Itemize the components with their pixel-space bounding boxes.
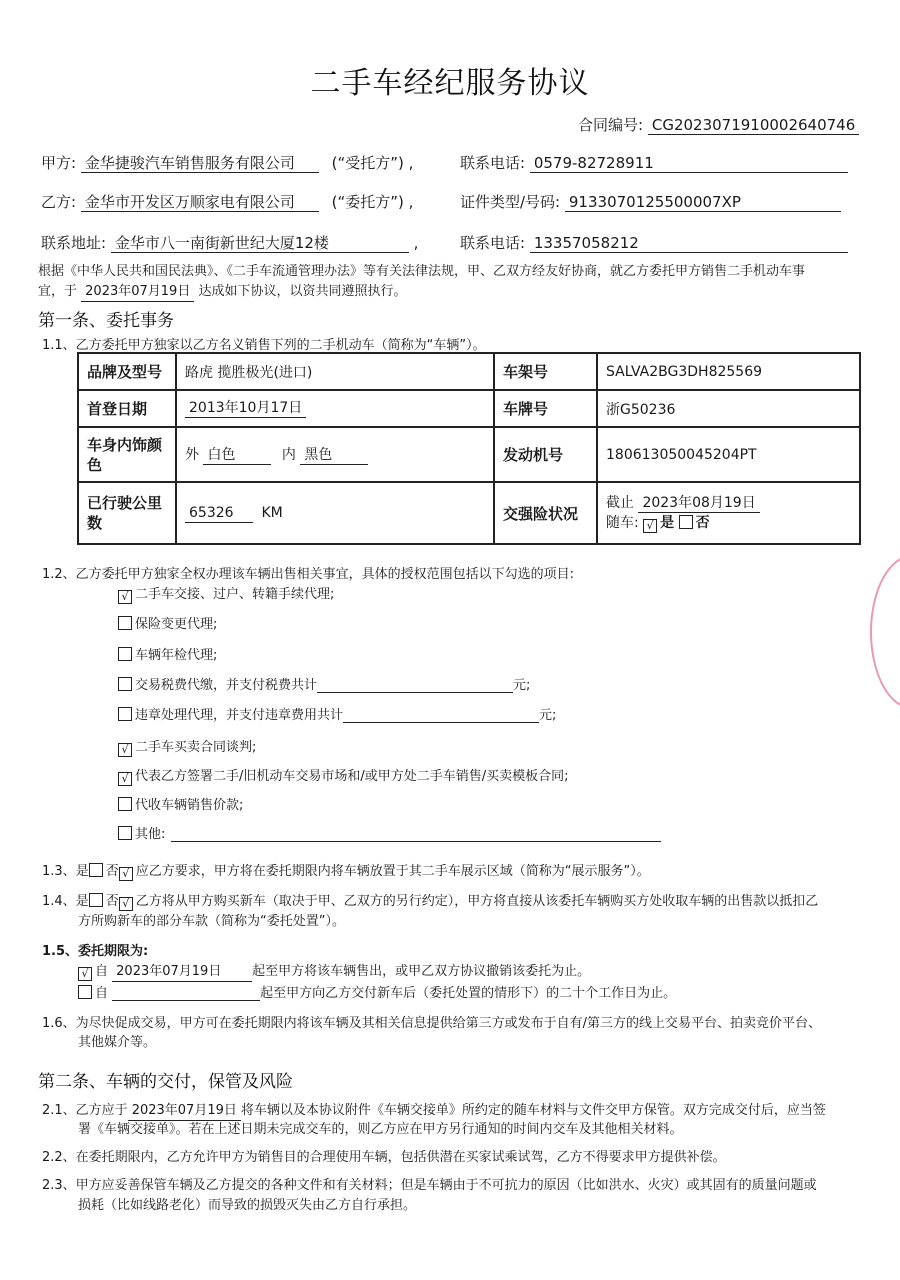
scope-item-label: 二手车交接、过户、转籍手续代理; — [135, 587, 335, 602]
engine-value: 180613050045204PT — [597, 427, 860, 482]
clause-2-1-pre: 2.1、乙方应于 — [42, 1103, 128, 1118]
scope-item-label: 车辆年检代理; — [135, 648, 218, 663]
clause-1-3 — [42, 860, 650, 881]
party-b-id: 9133070125500007XP — [565, 193, 841, 212]
mileage-unit: KM — [261, 504, 283, 521]
scope-checkbox-3[interactable] — [118, 647, 132, 661]
clause-1-5-option-1 — [78, 960, 590, 982]
party-b-id-label: 证件类型/号码: — [460, 193, 561, 211]
contract-number-row — [578, 114, 859, 135]
color-cell — [176, 427, 494, 482]
party-a-row: 甲方: 金华捷骏汽车销售服务有限公司 (“受托方”) , — [41, 154, 414, 172]
scope-checkbox-2[interactable] — [118, 616, 132, 630]
clause-2-3-line-1: 2.3、甲方应妥善保管车辆及乙方提交的各种文件和有关材料；但是车辆由于不可抗力的原因（比如洪水、火灾）或其固有的质量问题或 — [42, 1178, 817, 1193]
party-b-role: (“委托方”) — [331, 193, 404, 211]
party-b-phone: 13357058212 — [530, 234, 848, 253]
clause-1-4-num: 1.4、 — [42, 894, 76, 909]
scope-item-label: 其他: — [135, 827, 166, 842]
insurance-no-label: 否 — [695, 515, 710, 531]
violation-unit: 元; — [539, 708, 557, 723]
reg-date-value: 2013年10月17日 — [185, 399, 306, 418]
scope-item — [118, 704, 556, 723]
contract-number-value: CG2023071910002640746 — [648, 116, 859, 135]
insurance-pre: 截止 — [606, 495, 634, 511]
scope-item — [118, 765, 569, 786]
insurance-yes-checkbox[interactable]: √ — [643, 519, 657, 533]
article-1-heading: 第一条、委托事务 — [38, 311, 174, 331]
clause-1-3-no-checkbox[interactable]: √ — [119, 867, 133, 881]
scope-item — [118, 644, 217, 663]
exterior-color: 白色 — [203, 446, 271, 465]
clause-1-4-no: 否 — [105, 894, 119, 909]
clause-1-4-text-2: 方所购新车的部分车款（简称为“委托处置”）。 — [78, 914, 345, 929]
insurance-date: 2023年08月19日 — [638, 494, 759, 513]
interior-color: 黑色 — [300, 446, 368, 465]
party-a-phone: 0579-82728911 — [530, 154, 848, 173]
insurance-yes-label: 是 — [660, 515, 675, 531]
clause-2-1-line-2: 署《车辆交接单》。若在上述日期未完成交车的，则乙方应在甲方另行通知的时间内交车及其他相关材料。 — [78, 1122, 683, 1137]
party-b-address: 金华市八一南街新世纪大厦12楼 — [111, 234, 409, 253]
table-row — [78, 427, 860, 482]
scope-item-label: 违章处理代理，并支付违章费用共计 — [135, 708, 344, 723]
reg-date-cell — [176, 390, 494, 427]
brand-label: 品牌及型号 — [78, 353, 176, 390]
reg-date-label: 首登日期 — [78, 390, 176, 427]
scope-checkbox-7[interactable]: √ — [118, 772, 132, 786]
term-start-date: 2023年07月19日 — [112, 963, 252, 982]
term-option-2-text: 起至甲方向乙方交付新车后（委托处置的情形下）的二十个工作日为止。 — [260, 986, 677, 1001]
preamble-line-2 — [38, 280, 406, 302]
term-option-2-date-blank[interactable] — [112, 984, 260, 1001]
party-b-phone-row — [460, 232, 848, 253]
clause-1-3-yes-checkbox[interactable] — [89, 863, 103, 877]
insurance-cell — [597, 482, 860, 544]
party-a-phone-label: 联系电话: — [460, 154, 526, 172]
vehicle-info-table — [77, 352, 861, 545]
violation-amount-blank[interactable] — [343, 706, 539, 723]
insurance-with-car — [606, 513, 851, 533]
scope-item — [118, 823, 661, 842]
term-from-label: 自 — [95, 964, 109, 979]
party-a-label: 甲方: — [41, 154, 77, 172]
scope-item — [118, 794, 243, 813]
preamble-date: 2023年07月19日 — [81, 283, 194, 302]
scope-item-label: 保险变更代理; — [135, 617, 218, 632]
clause-1-4-yes: 是 — [75, 894, 89, 909]
plate-label: 车牌号 — [494, 390, 597, 427]
brand-value: 路虎 揽胜极光(进口) — [176, 353, 494, 390]
clause-1-4-text-1: 乙方将从甲方购买新车（取决于甲、乙双方的另行约定），甲方将直接从该委托车辆购买方处收取车辆的出售款以抵扣乙 — [135, 894, 819, 909]
scope-checkbox-9[interactable] — [118, 826, 132, 840]
clause-1-4-no-checkbox[interactable]: √ — [119, 897, 133, 911]
term-from-label: 自 — [95, 986, 109, 1001]
party-b-address-row: 联系地址: 金华市八一南街新世纪大厦12楼 , — [41, 234, 419, 252]
insurance-with-label: 随车: — [606, 515, 639, 531]
preamble-line-1: 根据《中华人民共和国民法典》、《二手车流通管理办法》等有关法律法规，甲、乙双方经友好协商，就乙方委托甲方销售二手机动车事 — [38, 264, 806, 279]
clause-1-3-no: 否 — [105, 864, 119, 879]
scope-checkbox-4[interactable] — [118, 677, 132, 691]
insurance-no-checkbox[interactable] — [679, 515, 693, 529]
party-b-address-label: 联系地址: — [41, 234, 107, 252]
party-b-phone-label: 联系电话: — [460, 234, 526, 252]
document-title: 二手车经纪服务协议 — [310, 66, 590, 101]
preamble-pre: 宜，于 — [38, 284, 78, 299]
table-row — [78, 482, 860, 544]
vin-label: 车架号 — [494, 353, 597, 390]
table-row — [78, 390, 860, 427]
party-a-role: (“受托方”) — [331, 154, 404, 172]
party-b-name: 金华市开发区万顺家电有限公司 — [81, 193, 319, 212]
engine-label: 发动机号 — [494, 427, 597, 482]
scope-item — [118, 736, 256, 757]
mileage-label: 已行驶公里数 — [78, 482, 176, 544]
party-b-label: 乙方: — [41, 193, 77, 211]
clause-1-6-line-2: 其他媒介等。 — [78, 1035, 157, 1050]
clause-2-2: 2.2、在委托期限内，乙方允许甲方为销售目的合理使用车辆，包括供潜在买家试乘试驾，乙方不得要求甲方提供补偿。 — [42, 1150, 726, 1165]
preamble-post: 达成如下协议，以资共同遵照执行。 — [198, 284, 407, 299]
scope-checkbox-8[interactable] — [118, 797, 132, 811]
clause-1-5-heading: 1.5、委托期限为: — [42, 944, 149, 959]
interior-label: 内 — [281, 447, 296, 463]
clause-1-3-num: 1.3、 — [42, 864, 76, 879]
term-option-1-checkbox[interactable]: √ — [78, 967, 92, 981]
clause-1-2: 1.2、乙方委托甲方独家全权办理该车辆出售相关事宜，具体的授权范围包括以下勾选的项目: — [42, 567, 575, 582]
clause-1-3-text: 应乙方要求，甲方将在委托期限内将车辆放置于其二手车展示区域（简称为“展示服务”）。 — [135, 864, 650, 879]
insurance-label: 交强险状况 — [494, 482, 597, 544]
insurance-expiry — [606, 493, 851, 513]
party-b-id-row — [460, 191, 841, 212]
scope-checkbox-1[interactable]: √ — [118, 590, 132, 604]
clause-1-4 — [42, 890, 818, 911]
table-row — [78, 353, 860, 390]
article-2-heading: 第二条、车辆的交付，保管及风险 — [38, 1072, 293, 1092]
scope-checkbox-5[interactable] — [118, 707, 132, 721]
term-option-2-checkbox[interactable] — [78, 985, 92, 999]
clause-1-6-line-1: 1.6、为尽快促成交易，甲方可在委托期限内将该车辆及其相关信息提供给第三方或发布于自有/第三方的线上交易平台、拍卖竞价平台、 — [42, 1016, 822, 1031]
party-a-name: 金华捷骏汽车销售服务有限公司 — [81, 154, 319, 173]
clause-2-1-date: 2023年07月19日 — [128, 1102, 241, 1121]
exterior-label: 外 — [185, 447, 199, 463]
other-blank[interactable] — [171, 825, 661, 842]
tax-unit: 元; — [513, 678, 531, 693]
mileage-value: 65326 — [185, 504, 253, 523]
party-b-row: 乙方: 金华市开发区万顺家电有限公司 (“委托方”) , — [41, 193, 414, 211]
scope-item — [118, 583, 334, 604]
clause-1-3-yes: 是 — [75, 864, 89, 879]
color-label: 车身内饰颜色 — [78, 427, 176, 482]
clause-1-4-yes-checkbox[interactable] — [89, 893, 103, 907]
scope-item-label: 二手车买卖合同谈判; — [135, 740, 257, 755]
plate-value: 浙G50236 — [597, 390, 860, 427]
scope-item-label: 代收车辆销售价款; — [135, 798, 244, 813]
contract-number-label: 合同编号: — [578, 116, 644, 134]
vin-value: SALVA2BG3DH825569 — [597, 353, 860, 390]
scope-item-label: 代表乙方签署二手/旧机动车交易市场和/或甲方处二手车销售/买卖模板合同; — [135, 769, 569, 784]
tax-amount-blank[interactable] — [317, 676, 513, 693]
scope-item-label: 交易税费代缴，并支付税费共计 — [135, 678, 318, 693]
clause-2-3-line-2: 损耗（比如线路老化）而导致的损毁灭失由乙方自行承担。 — [78, 1198, 417, 1213]
seal-stamp-edge — [870, 555, 900, 709]
mileage-cell — [176, 482, 494, 544]
scope-checkbox-6[interactable]: √ — [118, 743, 132, 757]
clause-1-5-option-2 — [78, 982, 676, 1001]
clause-1-1: 1.1、乙方委托甲方独家以乙方名义销售下列的二手机动车（简称为“车辆”）。 — [42, 338, 486, 353]
scope-item — [118, 613, 217, 632]
term-option-1-text: 起至甲方将该车辆售出，或甲乙双方协议撤销该委托为止。 — [252, 964, 591, 979]
clause-2-1-post: 将车辆以及本协议附件《车辆交接单》所约定的随车材料与文件交甲方保管。双方完成交付后，应当签 — [240, 1103, 826, 1118]
party-a-phone-row — [460, 152, 848, 173]
scope-item — [118, 674, 530, 693]
